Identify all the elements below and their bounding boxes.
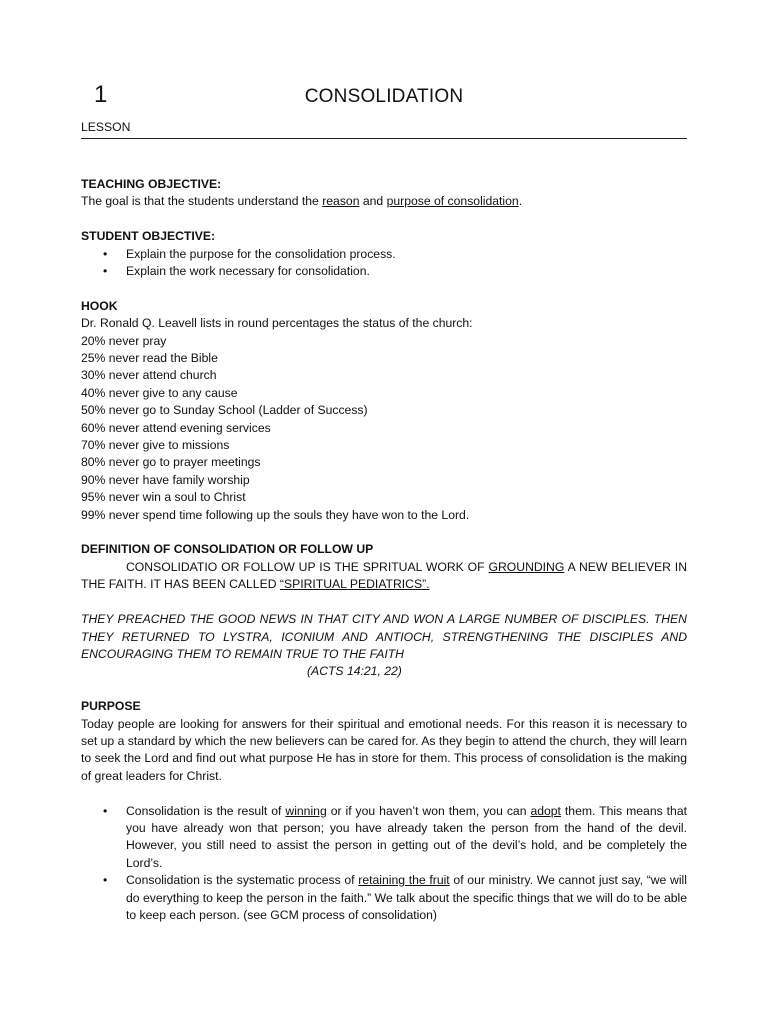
document-body (81, 176, 687, 924)
lesson-label: LESSON (81, 120, 131, 134)
winning-underline: winning (285, 803, 327, 818)
hook-line: 20% never pray (81, 333, 167, 348)
hook-line: 80% never go to prayer meetings (81, 455, 261, 470)
list-item: • Explain the purpose for the consolidation process. (81, 246, 687, 263)
hook-line: 40% never give to any cause (81, 385, 238, 400)
bullet-icon: • (103, 873, 108, 888)
list-item: • Consolidation is the result of winning or if you haven’t won them, you can adopt them. This means that you have already won that person; you have already taken the person from the hand of the devil. However, you still need to assist the person in getting out of the devil’s hold, and be completely the Lord’s. (103, 803, 687, 870)
purpose-paragraph: Today people are looking for answers for their spiritual and emotional needs. For this reason it is necessary to set up a standard by which the new believers can be cared for. As they begin to attend the church, they will learn to seek the Lord and find out what purpose He has in store for them. This process of consolidation is the making of great leaders for Christ. (81, 716, 687, 783)
header-divider (81, 138, 687, 139)
hook-line: 90% never have family worship (81, 472, 250, 487)
purpose-underline: purpose of consolidation (386, 194, 519, 209)
reason-underline: reason (322, 194, 360, 209)
teaching-objective-text: The goal is that the students understand the reason and purpose of consolidation. (81, 194, 523, 209)
student-objective-heading: STUDENT OBJECTIVE: (81, 229, 216, 244)
hook-line: 70% never give to missions (81, 438, 230, 453)
page-title: CONSOLIDATION (304, 86, 464, 107)
hook-line: 95% never win a soul to Christ (81, 490, 246, 505)
grounding-underline: GROUNDING (488, 559, 565, 574)
retaining-fruit-underline: retaining the fruit (358, 873, 450, 888)
definition-text: CONSOLIDATIO OR FOLLOW UP IS THE SPRITUAL WORK OF GROUNDING A NEW BELIEVER IN THE FAITH. IT HAS BEEN CALLED “SPIRITUAL PEDIATRICS”. (81, 559, 687, 592)
lesson-number: 1 (94, 81, 108, 108)
hook-line: 60% never attend evening services (81, 420, 271, 435)
hook-line: 25% never read the Bible (81, 351, 218, 366)
definition-heading: DEFINITION OF CONSOLIDATION OR FOLLOW UP (81, 542, 374, 557)
list-item: • Explain the work necessary for consolidation. (81, 263, 687, 280)
hook-line: 50% never go to Sunday School (Ladder of Success) (81, 403, 368, 418)
pediatrics-underline: “SPIRITUAL PEDIATRICS”. (279, 577, 430, 592)
scripture-reference: (ACTS 14:21, 22) (307, 664, 402, 679)
hook-line: 99% never spend time following up the souls they have won to the Lord. (81, 507, 470, 522)
hook-heading: HOOK (81, 298, 118, 313)
list-item: • Consolidation is the systematic process of retaining the fruit of our ministry. We cannot just say, “we will do everything to keep the person in the faith.” We talk about the specific things that we will do to be able to keep each person. (see GCM process of consolidation) (103, 873, 687, 922)
student-objective-list (81, 246, 687, 281)
purpose-list (81, 803, 687, 925)
teaching-objective-heading: TEACHING OBJECTIVE: (81, 177, 222, 191)
hook-intro: Dr. Ronald Q. Leavell lists in round percentages the status of the church: (81, 316, 473, 331)
adopt-underline: adopt (530, 803, 561, 818)
hook-line: 30% never attend church (81, 368, 217, 383)
bullet-icon: • (103, 803, 108, 818)
bullet-icon: • (103, 246, 108, 261)
scripture-quote: THEY PREACHED THE GOOD NEWS IN THAT CITY AND WON A LARGE NUMBER OF DISCIPLES. THEN THEY RETURNED TO LYSTRA, ICONIUM AND ANTIOCH, STRENGTHENING THE DISCIPLES AND ENCOURAGING THEM TO REMAIN TRUE TO THE FAITH (81, 612, 687, 661)
bullet-icon: • (103, 264, 108, 279)
purpose-heading: PURPOSE (81, 699, 141, 714)
